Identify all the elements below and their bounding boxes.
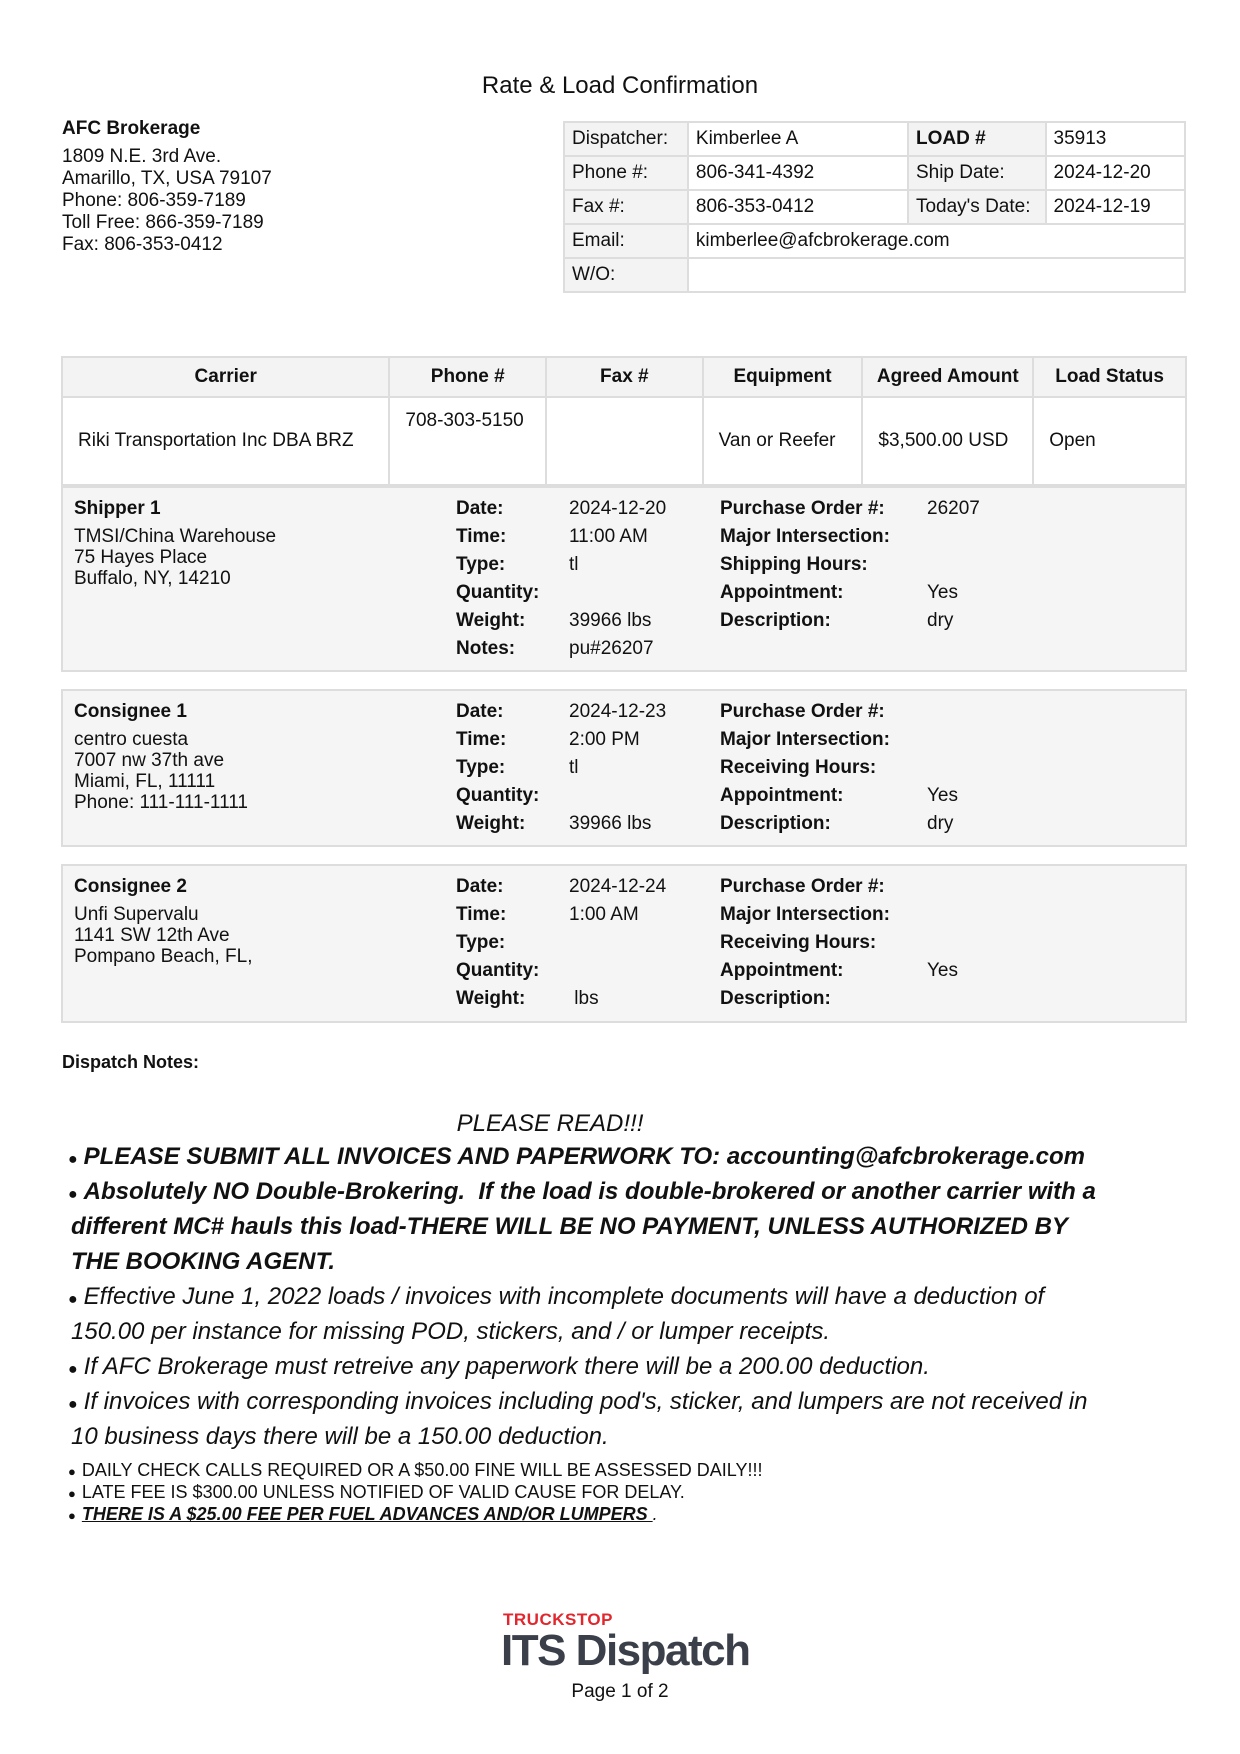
shipping-hours-value <box>927 554 1077 582</box>
stop-consignee-2 <box>61 864 1187 1023</box>
load-number-value: 35913 <box>1046 122 1185 156</box>
note-bullet <box>68 1459 1168 1483</box>
carrier-table <box>61 356 1187 486</box>
weight-value: 39966 lbs <box>569 610 652 631</box>
address-line: centro cuesta <box>74 729 189 750</box>
weight-label: Weight: <box>456 988 526 1009</box>
address-line: Pompano Beach, FL, <box>74 946 253 967</box>
time-value: 1:00 AM <box>569 904 639 925</box>
dispatch-row <box>564 190 1185 224</box>
note-continuation: 10 business days there will be a 150.00 deduction. <box>71 1423 609 1450</box>
description-value: dry <box>927 813 954 834</box>
bullet-icon: ● <box>68 1361 78 1378</box>
load-number-label: LOAD # <box>908 122 1046 156</box>
receiving-hours-value <box>927 757 1077 785</box>
its-dispatch-logo: ITS Dispatch <box>501 1626 750 1675</box>
carrier-header-row <box>62 357 1186 397</box>
major-intersection-value <box>927 729 1077 757</box>
major-intersection-value <box>927 526 1077 554</box>
note-text: If AFC Brokerage must retreive any paperwork there will be a 200.00 deduction. <box>83 1353 930 1380</box>
load-status-header: Load Status <box>1033 357 1186 397</box>
stop-address <box>74 526 276 589</box>
note-text: If invoices with corresponding invoices including pod's, sticker, and lumpers are not received in <box>83 1388 1088 1415</box>
company-name: AFC Brokerage <box>62 118 201 139</box>
carrier-load-status: Open <box>1033 397 1186 485</box>
carrier-row <box>62 397 1186 485</box>
major-intersection-label: Major Intersection: <box>720 729 890 750</box>
bullet-icon: ● <box>68 1396 78 1413</box>
company-fax: Fax: 806-353-0412 <box>62 234 223 255</box>
quantity-value <box>569 785 720 813</box>
stop-details <box>456 498 1077 666</box>
please-read-heading: PLEASE READ!!! <box>456 1110 644 1137</box>
appointment-value: Yes <box>927 960 958 981</box>
equipment-header: Equipment <box>703 357 863 397</box>
note-period: . <box>652 1504 658 1524</box>
note-bullet <box>68 1349 1168 1387</box>
dispatch-info-table <box>563 121 1186 293</box>
address-line: Miami, FL, 11111 <box>74 771 216 792</box>
stop-address <box>74 729 248 813</box>
address-line: TMSI/China Warehouse <box>74 526 277 547</box>
shipping-hours-label: Shipping Hours: <box>720 554 868 575</box>
note-bullet <box>68 1481 1168 1505</box>
ship-date-value: 2024-12-20 <box>1046 156 1185 190</box>
carrier-fax-header: Fax # <box>546 357 703 397</box>
note-text: PLEASE SUBMIT ALL INVOICES AND PAPERWORK TO: accounting@afcbrokerage.com <box>83 1143 1085 1170</box>
date-value: 2024-12-24 <box>569 876 667 897</box>
phone-value: 806-341-4392 <box>688 156 908 190</box>
email-value: kimberlee@afcbrokerage.com <box>688 224 1185 258</box>
dispatcher-value: Kimberlee A <box>688 122 908 156</box>
stop-details <box>456 701 1077 841</box>
stop-shipper-1 <box>61 486 1187 672</box>
note-text: DAILY CHECK CALLS REQUIRED OR A $50.00 FINE WILL BE ASSESSED DAILY!!! <box>81 1460 763 1480</box>
description-value <box>927 988 1077 1016</box>
note-bullet <box>68 1384 1168 1422</box>
time-value: 2:00 PM <box>569 729 640 750</box>
fax-label: Fax #: <box>564 190 688 224</box>
description-label: Description: <box>720 610 831 631</box>
receiving-hours-label: Receiving Hours: <box>720 757 877 778</box>
page-number: Page 1 of 2 <box>571 1681 669 1702</box>
po-value <box>927 701 1077 729</box>
date-label: Date: <box>456 876 504 897</box>
date-value: 2024-12-20 <box>569 498 667 519</box>
address-line: Phone: 111-111-1111 <box>74 792 248 813</box>
phone-label: Phone #: <box>564 156 688 190</box>
notes-value: pu#26207 <box>569 638 654 659</box>
dispatch-row <box>564 122 1185 156</box>
weight-value: lbs <box>569 988 599 1009</box>
time-label: Time: <box>456 904 507 925</box>
note-continuation: THE BOOKING AGENT. <box>71 1248 335 1275</box>
po-label: Purchase Order #: <box>720 498 885 519</box>
note-bullet <box>68 1279 1168 1317</box>
address-line: 75 Hayes Place <box>74 547 208 568</box>
quantity-label: Quantity: <box>456 582 540 603</box>
bullet-icon: ● <box>68 1486 76 1501</box>
notes-label: Notes: <box>456 638 516 659</box>
wo-label: W/O: <box>564 258 688 292</box>
type-value: tl <box>569 757 579 778</box>
weight-label: Weight: <box>456 813 526 834</box>
dispatch-row <box>564 224 1185 258</box>
bullet-icon: ● <box>68 1464 76 1479</box>
carrier-name: Riki Transportation Inc DBA BRZ <box>62 397 389 485</box>
bullet-icon: ● <box>68 1186 78 1203</box>
note-text: Absolutely NO Double-Brokering. If the load is double-brokered or another carrier with a <box>83 1178 1096 1205</box>
dispatch-row <box>564 156 1185 190</box>
weight-label: Weight: <box>456 610 526 631</box>
stop-address <box>74 904 253 967</box>
note-bullet <box>68 1503 1168 1527</box>
major-intersection-value <box>927 904 1077 932</box>
description-label: Description: <box>720 813 831 834</box>
bullet-icon: ● <box>68 1508 76 1523</box>
note-text: Effective June 1, 2022 loads / invoices with incomplete documents will have a deduction of <box>83 1283 1045 1310</box>
carrier-agreed-amount: $3,500.00 USD <box>862 397 1033 485</box>
todays-date-value: 2024-12-19 <box>1046 190 1185 224</box>
note-text: THERE IS A $25.00 FEE PER FUEL ADVANCES AND/OR LUMPERS <box>81 1504 653 1524</box>
receiving-hours-value <box>927 932 1077 960</box>
address-line: 1141 SW 12th Ave <box>74 925 230 946</box>
appointment-value: Yes <box>927 582 958 603</box>
description-value: dry <box>927 610 954 631</box>
company-block <box>62 118 272 256</box>
dispatch-notes-label: Dispatch Notes: <box>62 1052 200 1072</box>
todays-date-label: Today's Date: <box>908 190 1046 224</box>
type-label: Type: <box>456 554 506 575</box>
stop-details <box>456 876 1077 1016</box>
dispatch-row <box>564 258 1185 292</box>
major-intersection-label: Major Intersection: <box>720 904 890 925</box>
type-label: Type: <box>456 932 506 953</box>
address-line: Unfi Supervalu <box>74 904 199 925</box>
note-text: LATE FEE IS $300.00 UNLESS NOTIFIED OF VALID CAUSE FOR DELAY. <box>81 1482 685 1502</box>
note-continuation: different MC# hauls this load-THERE WILL BE NO PAYMENT, UNLESS AUTHORIZED BY <box>71 1213 1068 1240</box>
weight-value: 39966 lbs <box>569 813 652 834</box>
truckstop-logo-text: TRUCKSTOP <box>503 1610 613 1629</box>
po-label: Purchase Order #: <box>720 701 885 722</box>
carrier-header: Carrier <box>62 357 389 397</box>
ship-date-label: Ship Date: <box>908 156 1046 190</box>
appointment-value: Yes <box>927 785 958 806</box>
date-label: Date: <box>456 701 504 722</box>
company-phone: Phone: 806-359-7189 <box>62 190 246 211</box>
email-label: Email: <box>564 224 688 258</box>
fax-value: 806-353-0412 <box>688 190 908 224</box>
po-value: 26207 <box>927 498 980 519</box>
receiving-hours-label: Receiving Hours: <box>720 932 877 953</box>
bullet-icon: ● <box>68 1151 78 1168</box>
time-label: Time: <box>456 526 507 547</box>
stop-heading: Shipper 1 <box>74 498 161 519</box>
address-line: Buffalo, NY, 14210 <box>74 568 231 589</box>
page-title: Rate & Load Confirmation <box>481 72 759 99</box>
agreed-amount-header: Agreed Amount <box>862 357 1033 397</box>
stop-heading: Consignee 2 <box>74 876 187 897</box>
carrier-fax <box>546 397 703 485</box>
appointment-label: Appointment: <box>720 785 844 806</box>
time-label: Time: <box>456 729 507 750</box>
carrier-equipment: Van or Reefer <box>703 397 863 485</box>
quantity-label: Quantity: <box>456 960 540 981</box>
po-label: Purchase Order #: <box>720 876 885 897</box>
carrier-phone-header: Phone # <box>389 357 546 397</box>
appointment-label: Appointment: <box>720 582 844 603</box>
quantity-value <box>569 582 720 610</box>
wo-value <box>688 258 1185 292</box>
note-bullet <box>68 1139 1168 1177</box>
stop-heading: Consignee 1 <box>74 701 187 722</box>
note-bullet <box>68 1174 1168 1212</box>
carrier-phone: 708-303-5150 <box>389 397 546 485</box>
description-label: Description: <box>720 988 831 1009</box>
address-line: 7007 nw 37th ave <box>74 750 225 771</box>
company-address-line1: 1809 N.E. 3rd Ave. <box>62 146 222 167</box>
type-label: Type: <box>456 757 506 778</box>
company-address-line2: Amarillo, TX, USA 79107 <box>62 168 272 189</box>
type-value: tl <box>569 554 579 575</box>
date-value: 2024-12-23 <box>569 701 667 722</box>
time-value: 11:00 AM <box>569 526 648 547</box>
po-value <box>927 876 1077 904</box>
date-label: Date: <box>456 498 504 519</box>
quantity-value <box>569 960 720 988</box>
dispatcher-label: Dispatcher: <box>564 122 688 156</box>
company-toll-free: Toll Free: 866-359-7189 <box>62 212 264 233</box>
major-intersection-label: Major Intersection: <box>720 526 890 547</box>
bullet-icon: ● <box>68 1291 78 1308</box>
appointment-label: Appointment: <box>720 960 844 981</box>
quantity-label: Quantity: <box>456 785 540 806</box>
note-continuation: 150.00 per instance for missing POD, stickers, and / or lumper receipts. <box>71 1318 830 1345</box>
type-value <box>569 932 720 960</box>
stop-consignee-1 <box>61 689 1187 847</box>
